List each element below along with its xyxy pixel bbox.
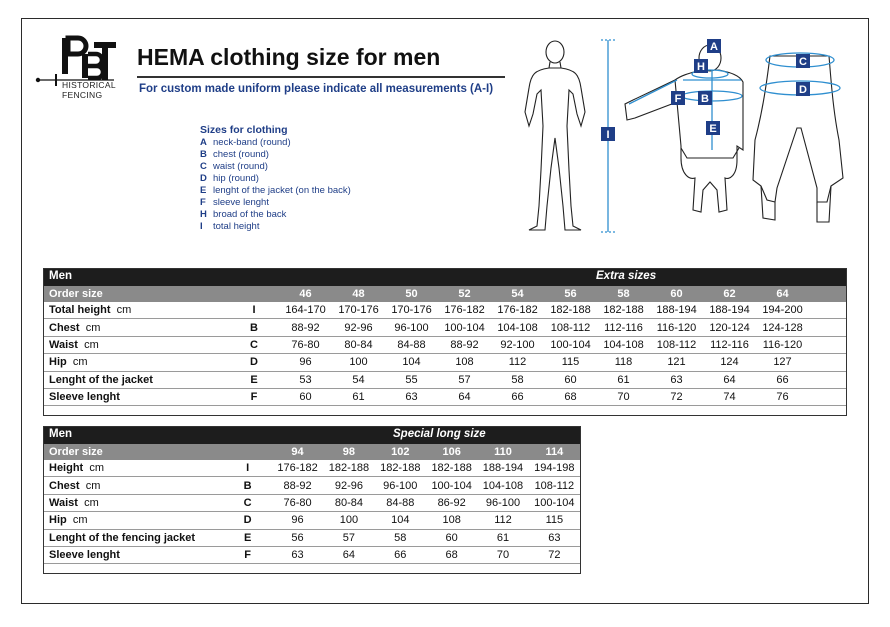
row-letter: B xyxy=(243,479,252,492)
sizes-item xyxy=(200,149,351,161)
table-cell: 76 xyxy=(776,391,789,404)
size-table-special-long xyxy=(43,426,581,574)
table-cell: 170-176 xyxy=(391,304,432,317)
sizes-item-label: sleeve lenght xyxy=(213,197,269,208)
table-cell: 108 xyxy=(442,514,461,527)
row-letter: I xyxy=(246,462,250,475)
table-cell: 88-92 xyxy=(450,338,479,351)
table-cell: 108 xyxy=(455,356,474,369)
sizes-item-label: total height xyxy=(213,221,260,232)
row-letter: I xyxy=(252,304,256,317)
table-title: Men xyxy=(49,270,72,282)
sizes-legend xyxy=(200,124,351,233)
row-label xyxy=(44,322,229,334)
row-name: Waist xyxy=(49,496,78,509)
table-cell: 64 xyxy=(342,549,356,562)
table-row xyxy=(44,547,580,564)
table-cell: 182-188 xyxy=(328,462,370,475)
table-cell: 61 xyxy=(617,373,630,386)
table-cell: 100-104 xyxy=(431,479,472,492)
size-header-cell: 98 xyxy=(342,446,356,458)
sizes-item xyxy=(200,197,351,209)
size-header-cell: 64 xyxy=(776,288,789,300)
table-cell: 112 xyxy=(494,514,512,527)
table-cell: 176-182 xyxy=(444,304,485,317)
size-header-cell: 50 xyxy=(405,288,418,300)
table-cell: 100 xyxy=(349,356,368,369)
table-cell: 60 xyxy=(445,531,458,544)
table-cell: 57 xyxy=(342,531,356,544)
table-cell: 76-80 xyxy=(283,496,312,509)
row-label xyxy=(44,532,223,544)
size-header-cell: 110 xyxy=(494,446,512,458)
table-cell: 115 xyxy=(545,514,564,527)
row-label xyxy=(44,514,223,526)
row-unit: cm xyxy=(84,338,99,351)
table-cell: 104-108 xyxy=(482,479,524,492)
table-cell: 100-104 xyxy=(444,321,485,334)
size-header-cell: 54 xyxy=(511,288,524,300)
page-subtitle: For custom made uniform please indicate all measurements (A-I) xyxy=(139,83,494,95)
table-cell: 55 xyxy=(405,373,418,386)
size-table-extra xyxy=(43,268,847,416)
table-cell: 72 xyxy=(670,391,683,404)
measure-badge-label: F xyxy=(674,93,682,105)
row-name: Lenght of the fencing jacket xyxy=(49,531,196,544)
table-cell: 118 xyxy=(614,356,633,369)
sizes-item-label: waist (round) xyxy=(213,161,268,172)
table-cell: 70 xyxy=(617,391,630,404)
table-cell: 58 xyxy=(394,531,407,544)
sizes-item xyxy=(200,137,351,149)
table-cell: 63 xyxy=(548,531,561,544)
row-label xyxy=(44,356,229,368)
table-cell: 72 xyxy=(548,549,561,562)
row-name: Sleeve lenght xyxy=(49,549,120,562)
row-letter: C xyxy=(250,338,258,351)
table-cell: 170-176 xyxy=(338,304,379,317)
size-header-cell: 48 xyxy=(352,288,365,300)
row-label xyxy=(44,462,223,474)
table-cell: 182-188 xyxy=(380,462,421,475)
logo-text xyxy=(62,80,116,100)
row-letter: C xyxy=(243,496,252,509)
table-cell: 63 xyxy=(670,373,683,386)
row-label xyxy=(44,480,223,492)
table-cell: 66 xyxy=(776,373,789,386)
table-cell: 176-182 xyxy=(277,462,318,475)
table-cell: 104-108 xyxy=(603,338,644,351)
table-cell: 188-194 xyxy=(482,462,524,475)
table-cell: 57 xyxy=(458,373,471,386)
row-label xyxy=(44,497,223,509)
table-cell: 68 xyxy=(564,391,577,404)
sizes-item xyxy=(200,185,351,197)
table-cell: 194-198 xyxy=(534,462,575,475)
table-cell: 61 xyxy=(496,531,510,544)
row-label xyxy=(44,374,229,386)
table-cell: 96-100 xyxy=(485,496,521,509)
measure-badge-label: D xyxy=(799,84,807,96)
measure-badge-label: C xyxy=(799,56,807,68)
table-cell: 88-92 xyxy=(291,321,320,334)
sizes-heading: Sizes for clothing xyxy=(200,124,288,136)
table-row xyxy=(44,302,846,319)
table-row xyxy=(44,319,846,336)
sizes-item-label: hip (round) xyxy=(213,173,259,184)
order-size-label: Order size xyxy=(49,288,103,300)
size-header-cell: 52 xyxy=(458,288,471,300)
size-header-cell: 46 xyxy=(299,288,312,300)
sizes-list xyxy=(200,137,351,233)
row-name: Lenght of the jacket xyxy=(49,373,153,386)
table-title: Men xyxy=(49,428,72,440)
table-row xyxy=(44,460,580,477)
sizes-item-key: F xyxy=(200,197,206,208)
table-cell: 100 xyxy=(339,514,359,527)
table-cell: 100-104 xyxy=(534,496,575,509)
row-unit: cm xyxy=(72,356,88,369)
row-letter: F xyxy=(250,391,258,404)
measure-badge-label: A xyxy=(710,41,718,53)
table-cell: 100-104 xyxy=(550,338,591,351)
row-letter: D xyxy=(250,356,258,369)
size-header-cell: 94 xyxy=(291,446,304,458)
table-cell: 92-100 xyxy=(500,338,535,351)
table-cell: 58 xyxy=(511,373,524,386)
size-header-cell: 56 xyxy=(564,288,577,300)
table-cell: 60 xyxy=(564,373,577,386)
sizes-item xyxy=(200,173,351,185)
row-name: Hip xyxy=(49,514,67,527)
row-name: Chest xyxy=(49,321,80,334)
table-cell: 64 xyxy=(458,391,471,404)
size-header-cell: 58 xyxy=(617,288,630,300)
table-row xyxy=(44,495,580,512)
table-cell: 124 xyxy=(720,356,739,369)
table-body xyxy=(44,444,580,564)
table-cell: 64 xyxy=(723,373,736,386)
sizes-item-label: lenght of the jacket (on the back) xyxy=(213,185,351,196)
row-label xyxy=(44,304,229,316)
row-letter: E xyxy=(250,373,258,386)
row-letter: E xyxy=(243,531,252,544)
row-letter: D xyxy=(243,514,252,527)
table-cell: 96-100 xyxy=(394,321,429,334)
measure-badge-label: E xyxy=(709,123,717,135)
row-unit: cm xyxy=(85,321,101,334)
sizes-item-key: C xyxy=(200,161,207,172)
table-cell: 96 xyxy=(299,356,312,369)
table-cell: 92-96 xyxy=(344,321,373,334)
table-cell: 112 xyxy=(508,356,527,369)
table-cell: 108-112 xyxy=(656,338,697,351)
table-cell: 60 xyxy=(299,391,312,404)
table-cell: 96 xyxy=(291,514,304,527)
table-cell: 92-96 xyxy=(334,479,363,492)
row-letter: F xyxy=(244,549,252,562)
measure-badge-label: B xyxy=(701,93,709,105)
row-name: Hip xyxy=(49,356,67,369)
table-header xyxy=(44,427,580,444)
table-cell: 164-170 xyxy=(285,304,326,317)
table-cell: 104 xyxy=(391,514,410,527)
measure-badge-label: H xyxy=(697,61,705,73)
table-cell: 124-128 xyxy=(762,321,803,334)
logo-line-2: FENCING xyxy=(62,90,103,100)
measure-badge-label: I xyxy=(606,129,610,141)
sizes-item xyxy=(200,221,351,233)
table-row xyxy=(44,354,846,371)
size-header-cell: 60 xyxy=(670,288,683,300)
table-body xyxy=(44,286,846,406)
table-cell: 108-112 xyxy=(550,321,591,334)
table-cell: 115 xyxy=(561,356,580,369)
sizes-item xyxy=(200,209,351,221)
row-name: Chest xyxy=(49,479,80,492)
row-letter: B xyxy=(250,321,258,334)
table-row xyxy=(44,512,580,529)
table-header xyxy=(44,269,846,286)
row-unit: cm xyxy=(89,462,105,475)
table-row xyxy=(44,337,846,354)
sizes-item-key: E xyxy=(200,185,207,196)
table-cell: 108-112 xyxy=(534,479,575,492)
row-label xyxy=(44,391,229,403)
table-cell: 84-88 xyxy=(386,496,415,509)
table-cell: 66 xyxy=(394,549,407,562)
sizes-item-key: D xyxy=(200,173,207,184)
sizes-item-label: broad of the back xyxy=(213,209,287,220)
table-cell: 84-88 xyxy=(397,338,426,351)
table-cell: 120-124 xyxy=(709,321,750,334)
table-cell: 104-108 xyxy=(497,321,538,334)
table-cell: 112-116 xyxy=(604,321,643,334)
table-cell: 63 xyxy=(291,549,304,562)
table-cell: 176-182 xyxy=(497,304,538,317)
table-cell: 54 xyxy=(352,373,365,386)
table-cell: 61 xyxy=(352,391,365,404)
title-divider xyxy=(137,76,505,78)
order-size-row xyxy=(44,444,580,460)
table-cell: 112-116 xyxy=(710,338,749,351)
measurement-figures xyxy=(505,30,865,240)
table-extra-label: Extra sizes xyxy=(596,270,657,282)
size-header-cell: 106 xyxy=(442,446,461,458)
table-cell: 66 xyxy=(511,391,524,404)
size-header-cell: 62 xyxy=(723,288,736,300)
table-cell: 88-92 xyxy=(283,479,312,492)
table-row xyxy=(44,530,580,547)
table-cell: 116-120 xyxy=(656,321,697,334)
row-label xyxy=(44,549,223,561)
table-row xyxy=(44,389,846,406)
table-cell: 74 xyxy=(723,391,736,404)
table-cell: 63 xyxy=(405,391,418,404)
table-extra-label: Special long size xyxy=(393,428,486,440)
table-row xyxy=(44,372,846,389)
table-cell: 53 xyxy=(299,373,312,386)
table-cell: 80-84 xyxy=(334,496,363,509)
table-cell: 96-100 xyxy=(383,479,418,492)
sizes-item xyxy=(200,161,351,173)
table-cell: 188-194 xyxy=(656,304,697,317)
page-title: HEMA clothing size for men xyxy=(137,44,441,70)
table-cell: 127 xyxy=(773,356,792,369)
table-cell: 182-188 xyxy=(603,304,644,317)
table-cell: 182-188 xyxy=(431,462,472,475)
table-cell: 104 xyxy=(402,356,421,369)
row-name: Height xyxy=(49,462,84,475)
row-label xyxy=(44,339,229,351)
table-row xyxy=(44,477,580,494)
order-size-label: Order size xyxy=(49,446,103,458)
table-cell: 116-120 xyxy=(762,338,803,351)
table-cell: 70 xyxy=(496,549,510,562)
table-cell: 121 xyxy=(667,356,686,369)
table-cell: 68 xyxy=(445,549,458,562)
sizes-item-key: A xyxy=(200,137,207,148)
table-cell: 188-194 xyxy=(709,304,750,317)
row-unit: cm xyxy=(85,479,101,492)
sizes-item-key: B xyxy=(200,149,207,160)
sizes-item-label: neck-band (round) xyxy=(213,137,291,148)
row-unit: cm xyxy=(116,304,132,317)
order-size-row xyxy=(44,286,846,302)
sizes-item-key: H xyxy=(200,209,207,220)
size-header-cell: 102 xyxy=(391,446,410,458)
row-name: Total height xyxy=(49,304,111,317)
table-cell: 56 xyxy=(291,531,304,544)
row-unit: cm xyxy=(72,514,88,527)
sizes-item-key: I xyxy=(200,221,203,232)
logo-line-1: HISTORICAL xyxy=(62,80,116,90)
table-cell: 86-92 xyxy=(437,496,466,509)
table-cell: 76-80 xyxy=(291,338,320,351)
table-cell: 194-200 xyxy=(762,304,803,317)
row-name: Sleeve lenght xyxy=(49,391,120,404)
sizes-item-label: chest (round) xyxy=(213,149,269,160)
row-unit: cm xyxy=(84,496,99,509)
size-header-cell: 114 xyxy=(545,446,564,458)
row-name: Waist xyxy=(49,338,78,351)
table-cell: 80-84 xyxy=(344,338,373,351)
table-cell: 182-188 xyxy=(550,304,591,317)
